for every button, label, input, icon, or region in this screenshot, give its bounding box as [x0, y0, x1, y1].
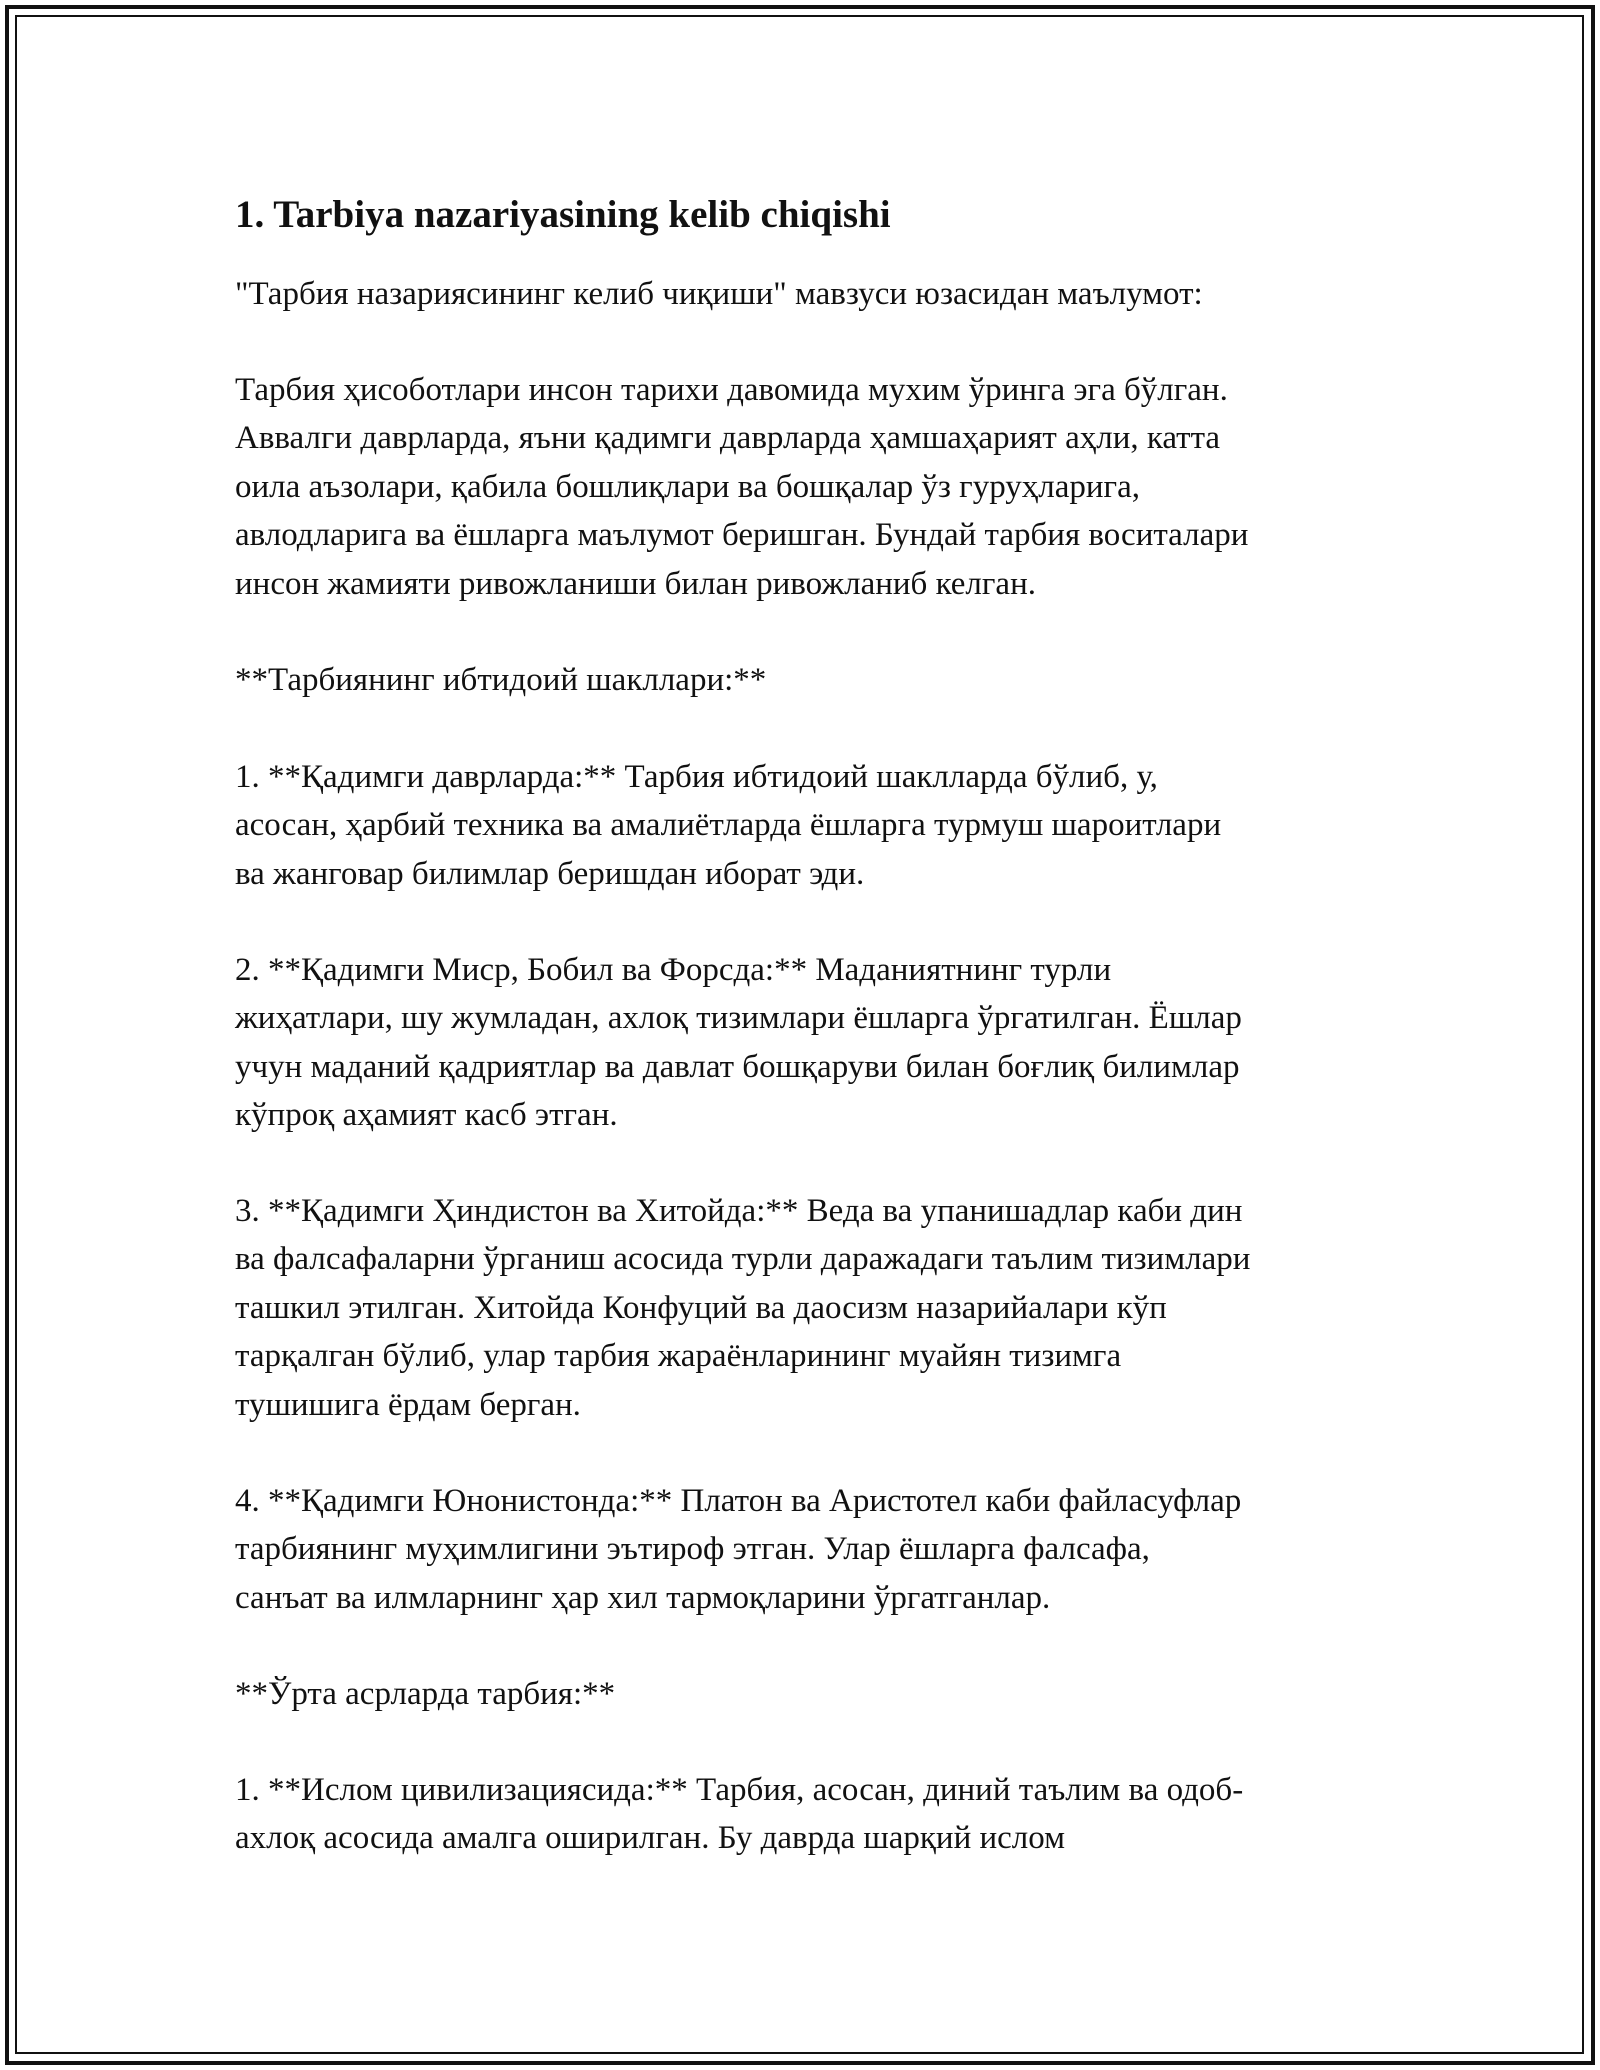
text-line: 3. **Қадимги Ҳиндистон ва Хитойда:** Веда ва упанишадлар каби дин	[235, 1193, 1243, 1229]
list-item-ancient-times	[235, 753, 1395, 898]
text-line: 1. **Қадимги даврларда:** Тарбия ибтидоий шаклларда бўлиб, у,	[235, 759, 1158, 795]
section-heading-early-forms	[235, 656, 1395, 704]
text-line: жиҳатлари, шу жумладан, ахлоқ тизимлари ёшларга ўргатилган. Ёшлар	[235, 1000, 1242, 1037]
text-line: тушишига ёрдам берган.	[235, 1386, 581, 1423]
text-line: асосан, ҳарбий техника ва амалиётларда ёшларга турмуш шароитлари	[235, 807, 1222, 844]
text-line: Тарбия ҳисоботлари инсон тарихи давомида мухим ўринга эга бўлган.	[235, 372, 1228, 408]
text-line: 2. **Қадимги Миср, Бобил ва Форсда:** Маданиятнинг турли	[235, 952, 1112, 988]
section-heading-middle-ages	[235, 1670, 1395, 1718]
text-line: 1. **Ислом цивилизациясида:** Тарбия, асосан, диний таълим ва одоб-	[235, 1772, 1244, 1808]
text-line: ахлоқ асосида амалга оширилган. Бу даврда шарқий ислом	[235, 1820, 1066, 1857]
text-line: **Ўрта асрларда тарбия:**	[235, 1676, 616, 1712]
text-line: "Тарбия назариясининг келиб чиқиши" мавзуси юзасидан маълумот:	[235, 276, 1203, 312]
text-line: авлодларига ва ёшларга маълумот беришган. Бундай тарбия воситалари	[235, 517, 1249, 554]
text-line: кўпроқ аҳамият касб этган.	[235, 1097, 618, 1134]
history-paragraph	[235, 366, 1395, 608]
list-item-india-china	[235, 1187, 1395, 1429]
text-line: оила аъзолари, қабила бошлиқлари ва бошқалар ўз гуруҳларига,	[235, 468, 1140, 505]
text-line: **Тарбиянинг ибтидоий шакллари:**	[235, 662, 767, 698]
text-line: инсон жамияти ривожланиши билан ривожланиб келган.	[235, 565, 1036, 602]
text-line: тарқалган бўлиб, улар тарбия жараёнларининг муайян тизимга	[235, 1338, 1122, 1375]
text-line: Аввалги даврларда, яъни қадимги даврларда ҳамшаҳарият аҳли, катта	[235, 420, 1221, 457]
document-title: 1. Tarbiya nazariyasining kelib chiqishi	[235, 193, 891, 236]
list-item-egypt-babylon-persia	[235, 946, 1395, 1140]
text-line: 4. **Қадимги Юнонистонда:** Платон ва Аристотел каби файласуфлар	[235, 1483, 1242, 1519]
list-item-islamic-civilization	[235, 1766, 1395, 1863]
text-line: учун маданий қадриятлар ва давлат бошқаруви билан боғлиқ билимлар	[235, 1048, 1240, 1085]
text-line: ташкил этилган. Хитойда Конфуций ва даосизм назарийалари кўп	[235, 1289, 1167, 1326]
text-line: ва фалсафаларни ўрганиш асосида турли даражадаги таълим тизимлари	[235, 1241, 1251, 1278]
intro-paragraph	[235, 270, 1395, 318]
text-line: ва жанговар билимлар беришдан иборат эди.	[235, 855, 865, 892]
list-item-greece	[235, 1477, 1395, 1622]
text-line: тарбиянинг муҳимлигини эътироф этган. Улар ёшларга фалсафа,	[235, 1531, 1150, 1568]
text-line: санъат ва илмларнинг ҳар хил тармоқларини ўргатганлар.	[235, 1579, 1051, 1616]
